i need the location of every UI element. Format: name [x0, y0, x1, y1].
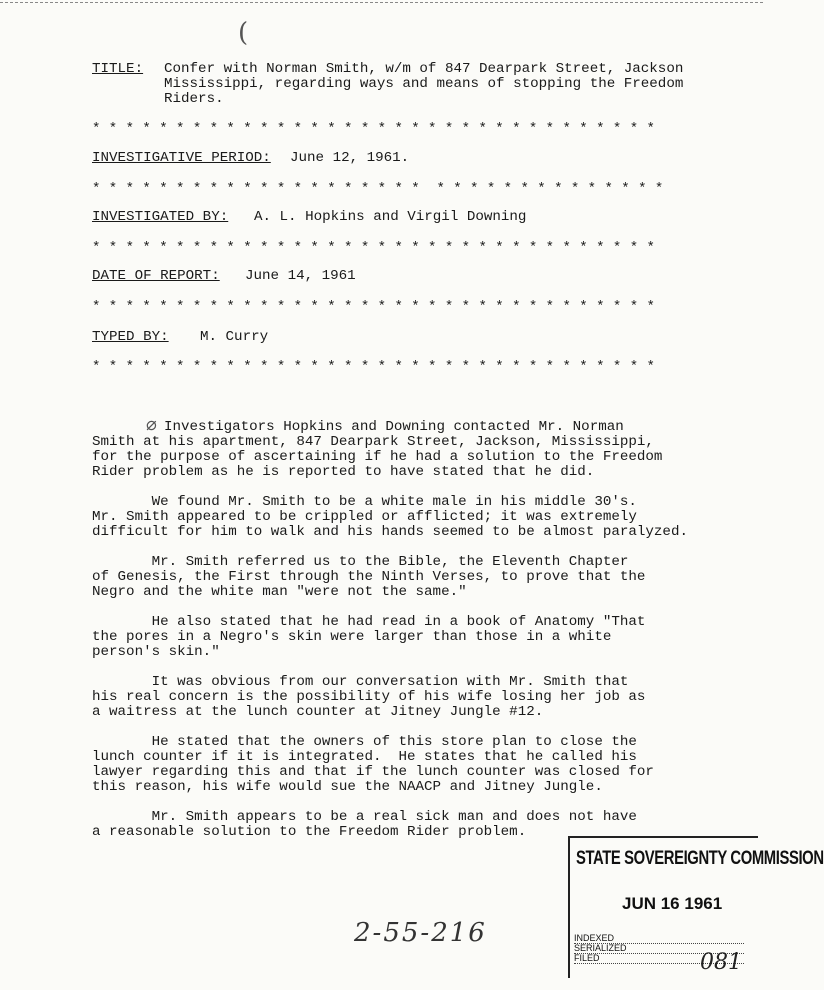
date-label: DATE OF REPORT:	[92, 268, 220, 284]
paragraph-7-line: Mr. Smith appears to be a real sick man and does not have	[92, 809, 637, 825]
paragraph-3-line: of Genesis, the First through the Ninth Verses, to prove that the	[92, 569, 646, 585]
paragraph-1-line: Rider problem as he is reported to have stated that he did.	[92, 464, 595, 480]
paragraph-6-line: lunch counter if it is integrated. He states that he called his	[92, 749, 637, 765]
title-label: TITLE:	[92, 61, 144, 77]
paragraph-2-line: We found Mr. Smith to be a white male in his middle 30's.	[92, 494, 637, 510]
stamp-filed: FILED	[574, 954, 744, 964]
separator: * * * * * * * * * * * * * * * * * * * * * * * * * * * * * * * * * *	[92, 121, 655, 137]
corner-handwritten-mark: 081	[700, 950, 742, 975]
typed-label: TYPED BY:	[92, 329, 169, 345]
paragraph-5-line: a waitress at the lunch counter at Jitney Jungle #12.	[92, 704, 544, 720]
paragraph-6-line: lawyer regarding this and that if the lunch counter was closed for	[92, 764, 654, 780]
top-edge-line	[0, 2, 763, 3]
handwritten-file-number: 2-55-216	[354, 918, 487, 948]
paragraph-4-line: person's skin."	[92, 644, 220, 660]
paragraph-4-line: the pores in a Negro's skin were larger than those in a white	[92, 629, 612, 645]
separator: * * * * * * * * * * * * * * * * * * * * * * * * * * * * * * * * * *	[92, 240, 655, 256]
paragraph-6-line: He stated that the owners of this store plan to close the	[92, 734, 637, 750]
paragraph-1-line: for the purpose of ascertaining if he had a solution to the Freedom	[92, 449, 663, 465]
paragraph-5-line: It was obvious from our conversation with Mr. Smith that	[92, 674, 629, 690]
typed-value: M. Curry	[200, 329, 269, 345]
separator: * * * * * * * * * * * * * * * * * * * * * * * * * * * * * * * * * *	[92, 299, 655, 315]
paragraph-1-line: Smith at his apartment, 847 Dearpark Street, Jackson, Mississippi,	[92, 434, 654, 450]
separator: * * * * * * * * * * * * * * * * * * * * * * * * * * * * * * * * * *	[92, 359, 655, 375]
received-stamp	[568, 836, 824, 978]
paragraph-7-line: a reasonable solution to the Freedom Rider problem.	[92, 824, 527, 840]
investigated-label: INVESTIGATED BY:	[92, 209, 229, 225]
paragraph-1-line: Investigators Hopkins and Downing contacted Mr. Norman	[164, 419, 624, 435]
stamp-serialized: SERIALIZED	[574, 944, 744, 954]
stamp-title: STATE SOVEREIGNTY COMMISSION	[576, 848, 824, 869]
date-value: June 14, 1961	[245, 268, 356, 284]
paragraph-3-line: Negro and the white man "were not the same."	[92, 584, 467, 600]
period-value: June 12, 1961.	[290, 150, 410, 166]
paragraph-5-line: his real concern is the possibility of his wife losing her job as	[92, 689, 646, 705]
title-text-1: Confer with Norman Smith, w/m of 847 Dearpark Street, Jackson	[164, 61, 684, 77]
paragraph-2-line: difficult for him to walk and his hands seemed to be almost paralyzed.	[92, 524, 688, 540]
paragraph-2-line: Mr. Smith appeared to be crippled or afflicted; it was extremely	[92, 509, 637, 525]
investigated-value: A. L. Hopkins and Virgil Downing	[254, 209, 527, 225]
pen-mark: (	[238, 18, 249, 48]
separator: * * * * * * * * * * * * * * * * * * * * * * * * * * * * * * * * * *	[92, 181, 664, 197]
pen-mark: ⌀	[146, 414, 157, 435]
paragraph-6-line: this reason, his wife would sue the NAACP and Jitney Jungle.	[92, 779, 603, 795]
paragraph-4-line: He also stated that he had read in a book of Anatomy "That	[92, 614, 646, 630]
stamp-indexed: INDEXED	[574, 934, 744, 944]
period-label: INVESTIGATIVE PERIOD:	[92, 150, 271, 166]
title-text-3: Riders.	[164, 91, 224, 107]
paragraph-3-line: Mr. Smith referred us to the Bible, the Eleventh Chapter	[92, 554, 629, 570]
title-text-2: Mississippi, regarding ways and means of stopping the Freedom	[164, 76, 684, 92]
stamp-date: JUN 16 1961	[622, 894, 723, 913]
